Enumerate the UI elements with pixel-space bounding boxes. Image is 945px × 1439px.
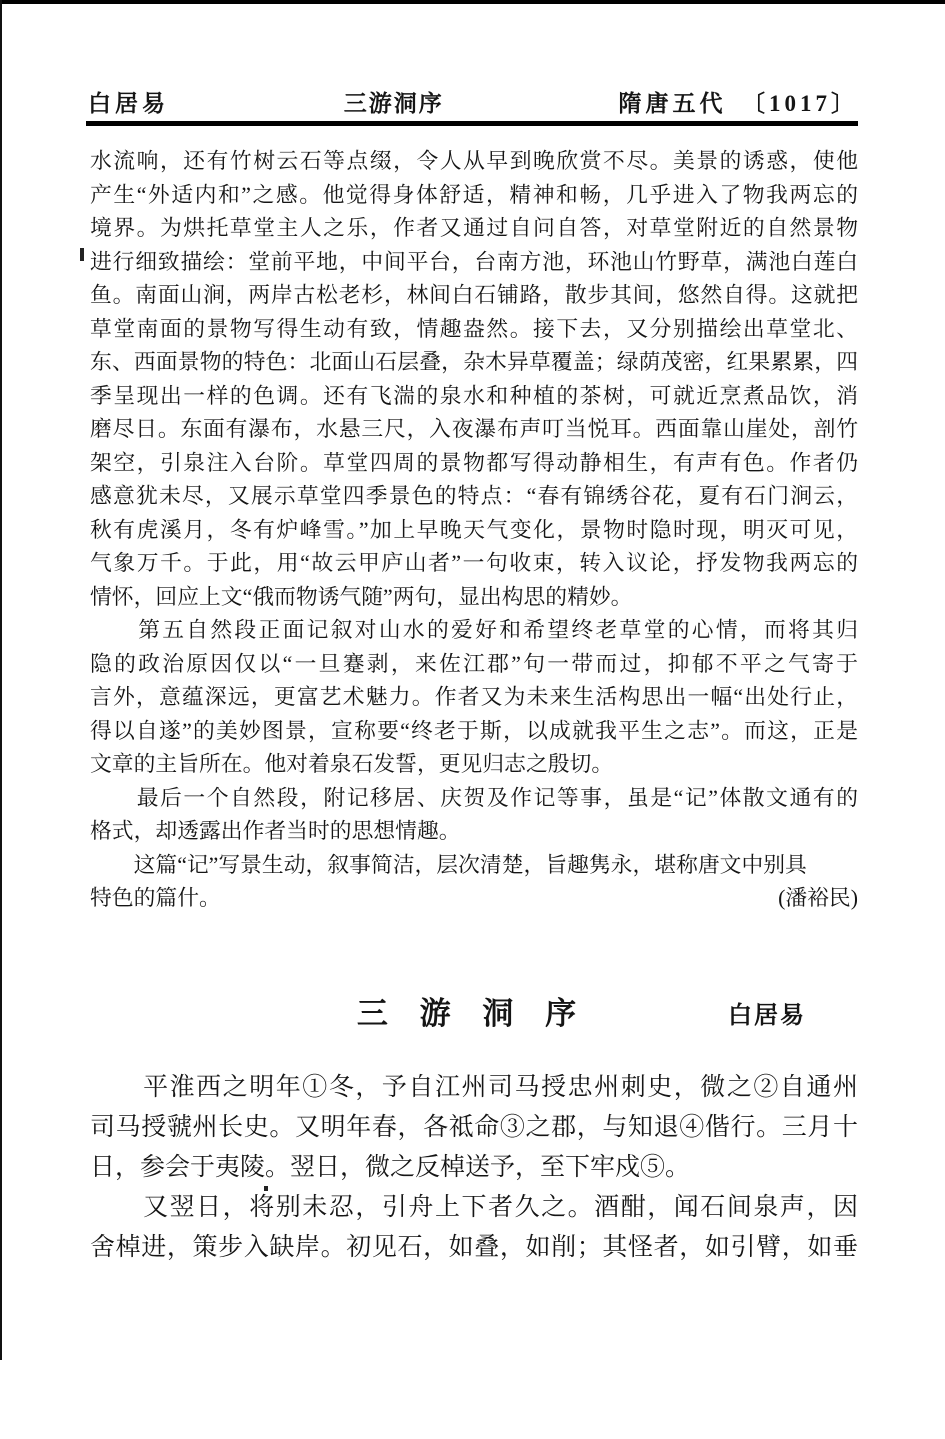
text-line: 气象万千。于此，用“故云甲庐山者”一句收束，转入议论，抒发物我两忘的 <box>90 551 858 575</box>
text-line: 格式，却透露出作者当时的思想情趣。 <box>90 819 461 843</box>
scan-artifact <box>80 248 84 261</box>
text-line: 感意犹未尽，又展示草堂四季景色的特点：“春有锦绣谷花，夏有石门涧云， <box>90 484 858 508</box>
header-title: 三游洞序 <box>343 91 444 116</box>
original-text-block <box>90 1068 858 1268</box>
text-line: 日，参会于夷陵。翌日，微之反棹送予，至下牢戍⑤。 <box>90 1154 691 1181</box>
text-line: 隐的政治原因仅以“一旦蹇剥，来佐江郡”句一带而过，抑郁不平之气寄于 <box>90 651 858 676</box>
text-line: 水流响，还有竹树云石等点缀，令人从早到晚欣赏不尽。美景的诱惑，使他 <box>90 149 858 173</box>
text-line: 最后一个自然段，附记移居、庆贺及作记等事，虽是“记”体散文通有的 <box>90 785 858 810</box>
section-author: 白居易 <box>728 1003 806 1029</box>
scan-edge-top <box>0 0 945 4</box>
text-line: 情怀，回应上文“俄而物诱气随”两句，显出构思的精妙。 <box>90 584 633 609</box>
attribution: (潘裕民) <box>778 886 858 910</box>
header-author: 白居易 <box>88 91 169 116</box>
text-line: 司马授虢州长史。又明年春，各祗命③之郡，与知退④偕行。三月十 <box>90 1114 858 1141</box>
header-rule <box>86 121 858 126</box>
text-line: 舍棹进，策步入缺岸。初见石，如叠，如削；其怪者，如引臂，如垂 <box>90 1234 858 1261</box>
text-line: 境界。为烘托草堂主人之乐，作者又通过自问自答，对草堂附近的自然景物 <box>90 216 858 240</box>
commentary-paragraphs <box>90 145 858 882</box>
text-line: 架空，引泉注入台阶。草堂四周的景物都写得动静相生，有声有色。作者仍 <box>90 450 858 475</box>
closing-text: 特色的篇什。 <box>90 886 221 910</box>
closing-line <box>90 882 858 916</box>
text-line: 进行细致描绘：堂前平地，中间平台，台南方池，环池山竹野草，满池白莲白 <box>90 249 858 274</box>
text-line: 平淮西之明年①冬，予自江州司马授忠州刺史，微之②自通州 <box>90 1074 858 1101</box>
text-line: 文章的主旨所在。他对着泉石发誓，更见归志之殷切。 <box>90 752 614 776</box>
text-line: 鱼。南面山涧，两岸古松老杉，林间白石铺路，散步其间，悠然自得。这就把 <box>90 283 858 307</box>
text-line: 产生“外适内和”之感。他觉得身体舒适，精神和畅，几乎进入了物我两忘的 <box>90 182 858 207</box>
running-header <box>88 86 858 118</box>
commentary-block <box>90 145 858 916</box>
text-line: 得以自遂”的美妙图景，宣称要“终老于斯，以成就我平生之志”。而这，正是 <box>90 718 858 743</box>
text-line: 秋有虎溪月，冬有炉峰雪。”加上早晚天气变化，景物时隐时现，明灭可见， <box>90 517 858 542</box>
section-heading <box>0 988 945 1034</box>
text-line: 草堂南面的景物写得生动有致，情趣盎然。接下去，又分别描绘出草堂北、 <box>90 316 858 341</box>
scan-edge-left <box>0 0 2 1360</box>
text-line: 季呈现出一样的色调。还有飞湍的泉水和种植的茶树，可就近烹煮品饮，消 <box>90 383 858 408</box>
text-line: 东、西面景物的特色：北面山石层叠，杂木异草覆盖；绿荫茂密，红果累累，四 <box>90 350 858 374</box>
text-line: 第五自然段正面记叙对山水的爱好和希望终老草堂的心情，而将其归 <box>90 618 858 642</box>
text-line: 这篇“记”写景生动，叙事简洁，层次清楚，旨趣隽永，堪称唐文中别具 <box>90 852 807 877</box>
header-page-code: 隋唐五代 〔1017〕 <box>618 91 858 116</box>
text-line: 又翌日，将别未忍，引舟上下者久之。酒酣，闻石间泉声，因 <box>90 1194 858 1221</box>
section-title: 三 游 洞 序 <box>356 996 589 1031</box>
text-line: 言外，意蕴深远，更富艺术魅力。作者又为未来生活构思出一幅“出处行止， <box>90 685 858 709</box>
text-line: 磨尽日。东面有瀑布，水悬三尺，入夜瀑布声叮当悦耳。西面靠山崖处，剖竹 <box>90 417 858 441</box>
